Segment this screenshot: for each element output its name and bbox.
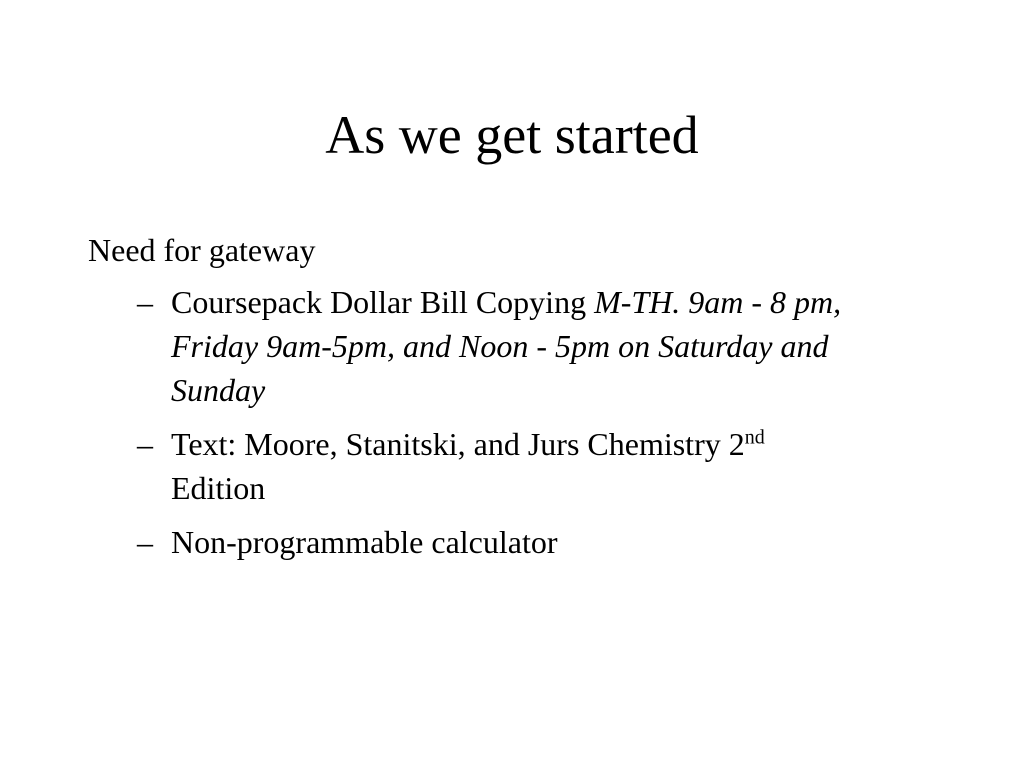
textbook-edition: Edition <box>171 470 266 506</box>
sub-bullet-calculator <box>88 520 851 564</box>
slide-body <box>88 228 948 574</box>
bullet-need-for-gateway: Need for gateway <box>88 232 316 268</box>
dash-marker: – <box>137 284 153 320</box>
coursepack-text: Coursepack Dollar Bill Copying <box>171 284 595 320</box>
dash-marker: – <box>137 426 153 462</box>
sub-bullet-coursepack <box>88 280 851 412</box>
slide-title: As we get started <box>325 105 699 165</box>
coursepack-hours: M-TH. 9am - 8 pm, Friday 9am-5pm, and Noon - 5pm on Saturday and Sunday <box>171 284 842 408</box>
dash-marker: – <box>137 524 153 560</box>
textbook-ordinal: nd <box>744 426 765 449</box>
sub-bullet-list <box>88 280 948 564</box>
textbook-text: Text: Moore, Stanitski, and Jurs Chemistry 2 <box>171 426 745 462</box>
calculator-text: Non-programmable calculator <box>171 524 558 560</box>
sub-bullet-text <box>88 422 851 510</box>
